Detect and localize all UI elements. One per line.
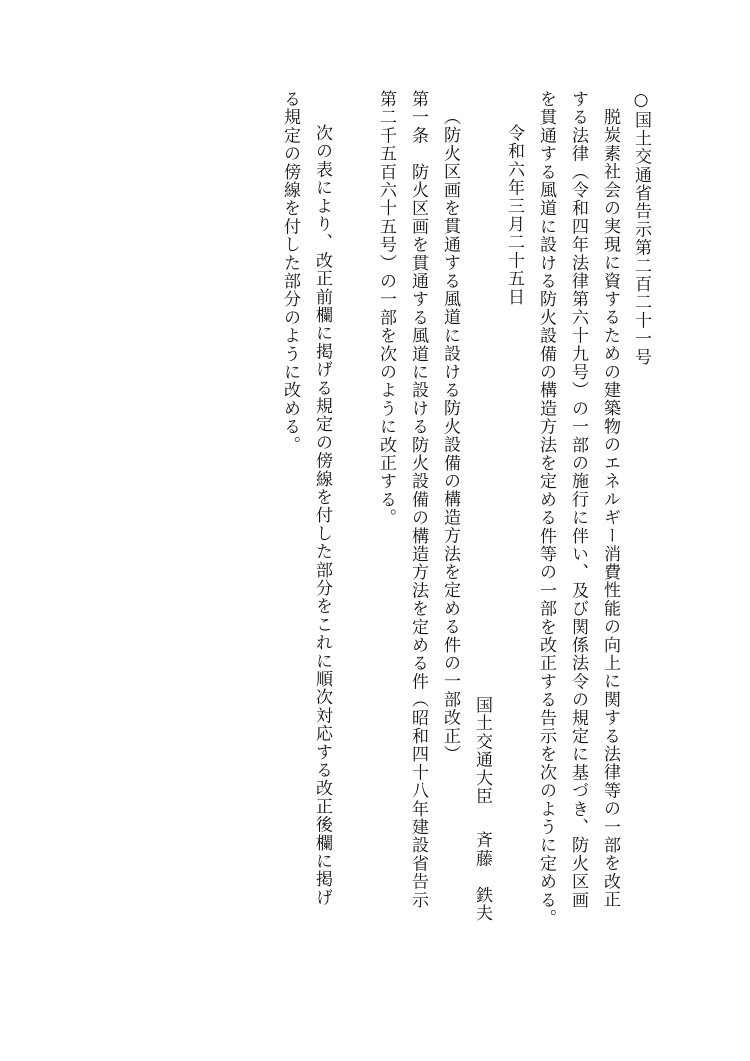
signature-name: 斉藤 鉄夫 — [472, 831, 492, 923]
preamble-line-2: する法律（令和四年法律第六十九号）の一部の施行に伴い、及び関係法令の規定に基づき、防火区画 — [568, 90, 588, 909]
notice-title: ○国土交通省告示第二百二十一号 — [631, 90, 651, 366]
preamble-line-1: 脱炭素社会の実現に資するための建築物のエネルギー消費性能の向上に関する法律等の一部を改正 — [600, 108, 620, 909]
signature-office: 国土交通大臣 — [472, 696, 492, 806]
section-heading: （防火区画を貫通する風道に設ける防火設備の構造方法を定める件の一部改正） — [440, 108, 460, 764]
notice-date: 令和六年三月二十五日 — [504, 124, 524, 306]
article-1-line-2: 第二千五百六十五号）の一部を次のように改正する。 — [376, 90, 396, 527]
body-line-2: る規定の傍線を付した部分のように改める。 — [280, 90, 300, 454]
signature-block — [466, 696, 498, 922]
preamble-line-3: を貫通する風道に設ける防火設備の構造方法を定める件等の一部を改正する告示を次のように定める。 — [536, 90, 556, 928]
body-line-1: 次の表により、改正前欄に掲げる規定の傍線を付した部分をこれに順次対応する改正後欄に掲げ — [312, 124, 332, 907]
article-1-line-1: 第一条 防火区画を貫通する風道に設ける防火設備の構造方法を定める件（昭和四十八年建設省告示 — [408, 90, 428, 909]
